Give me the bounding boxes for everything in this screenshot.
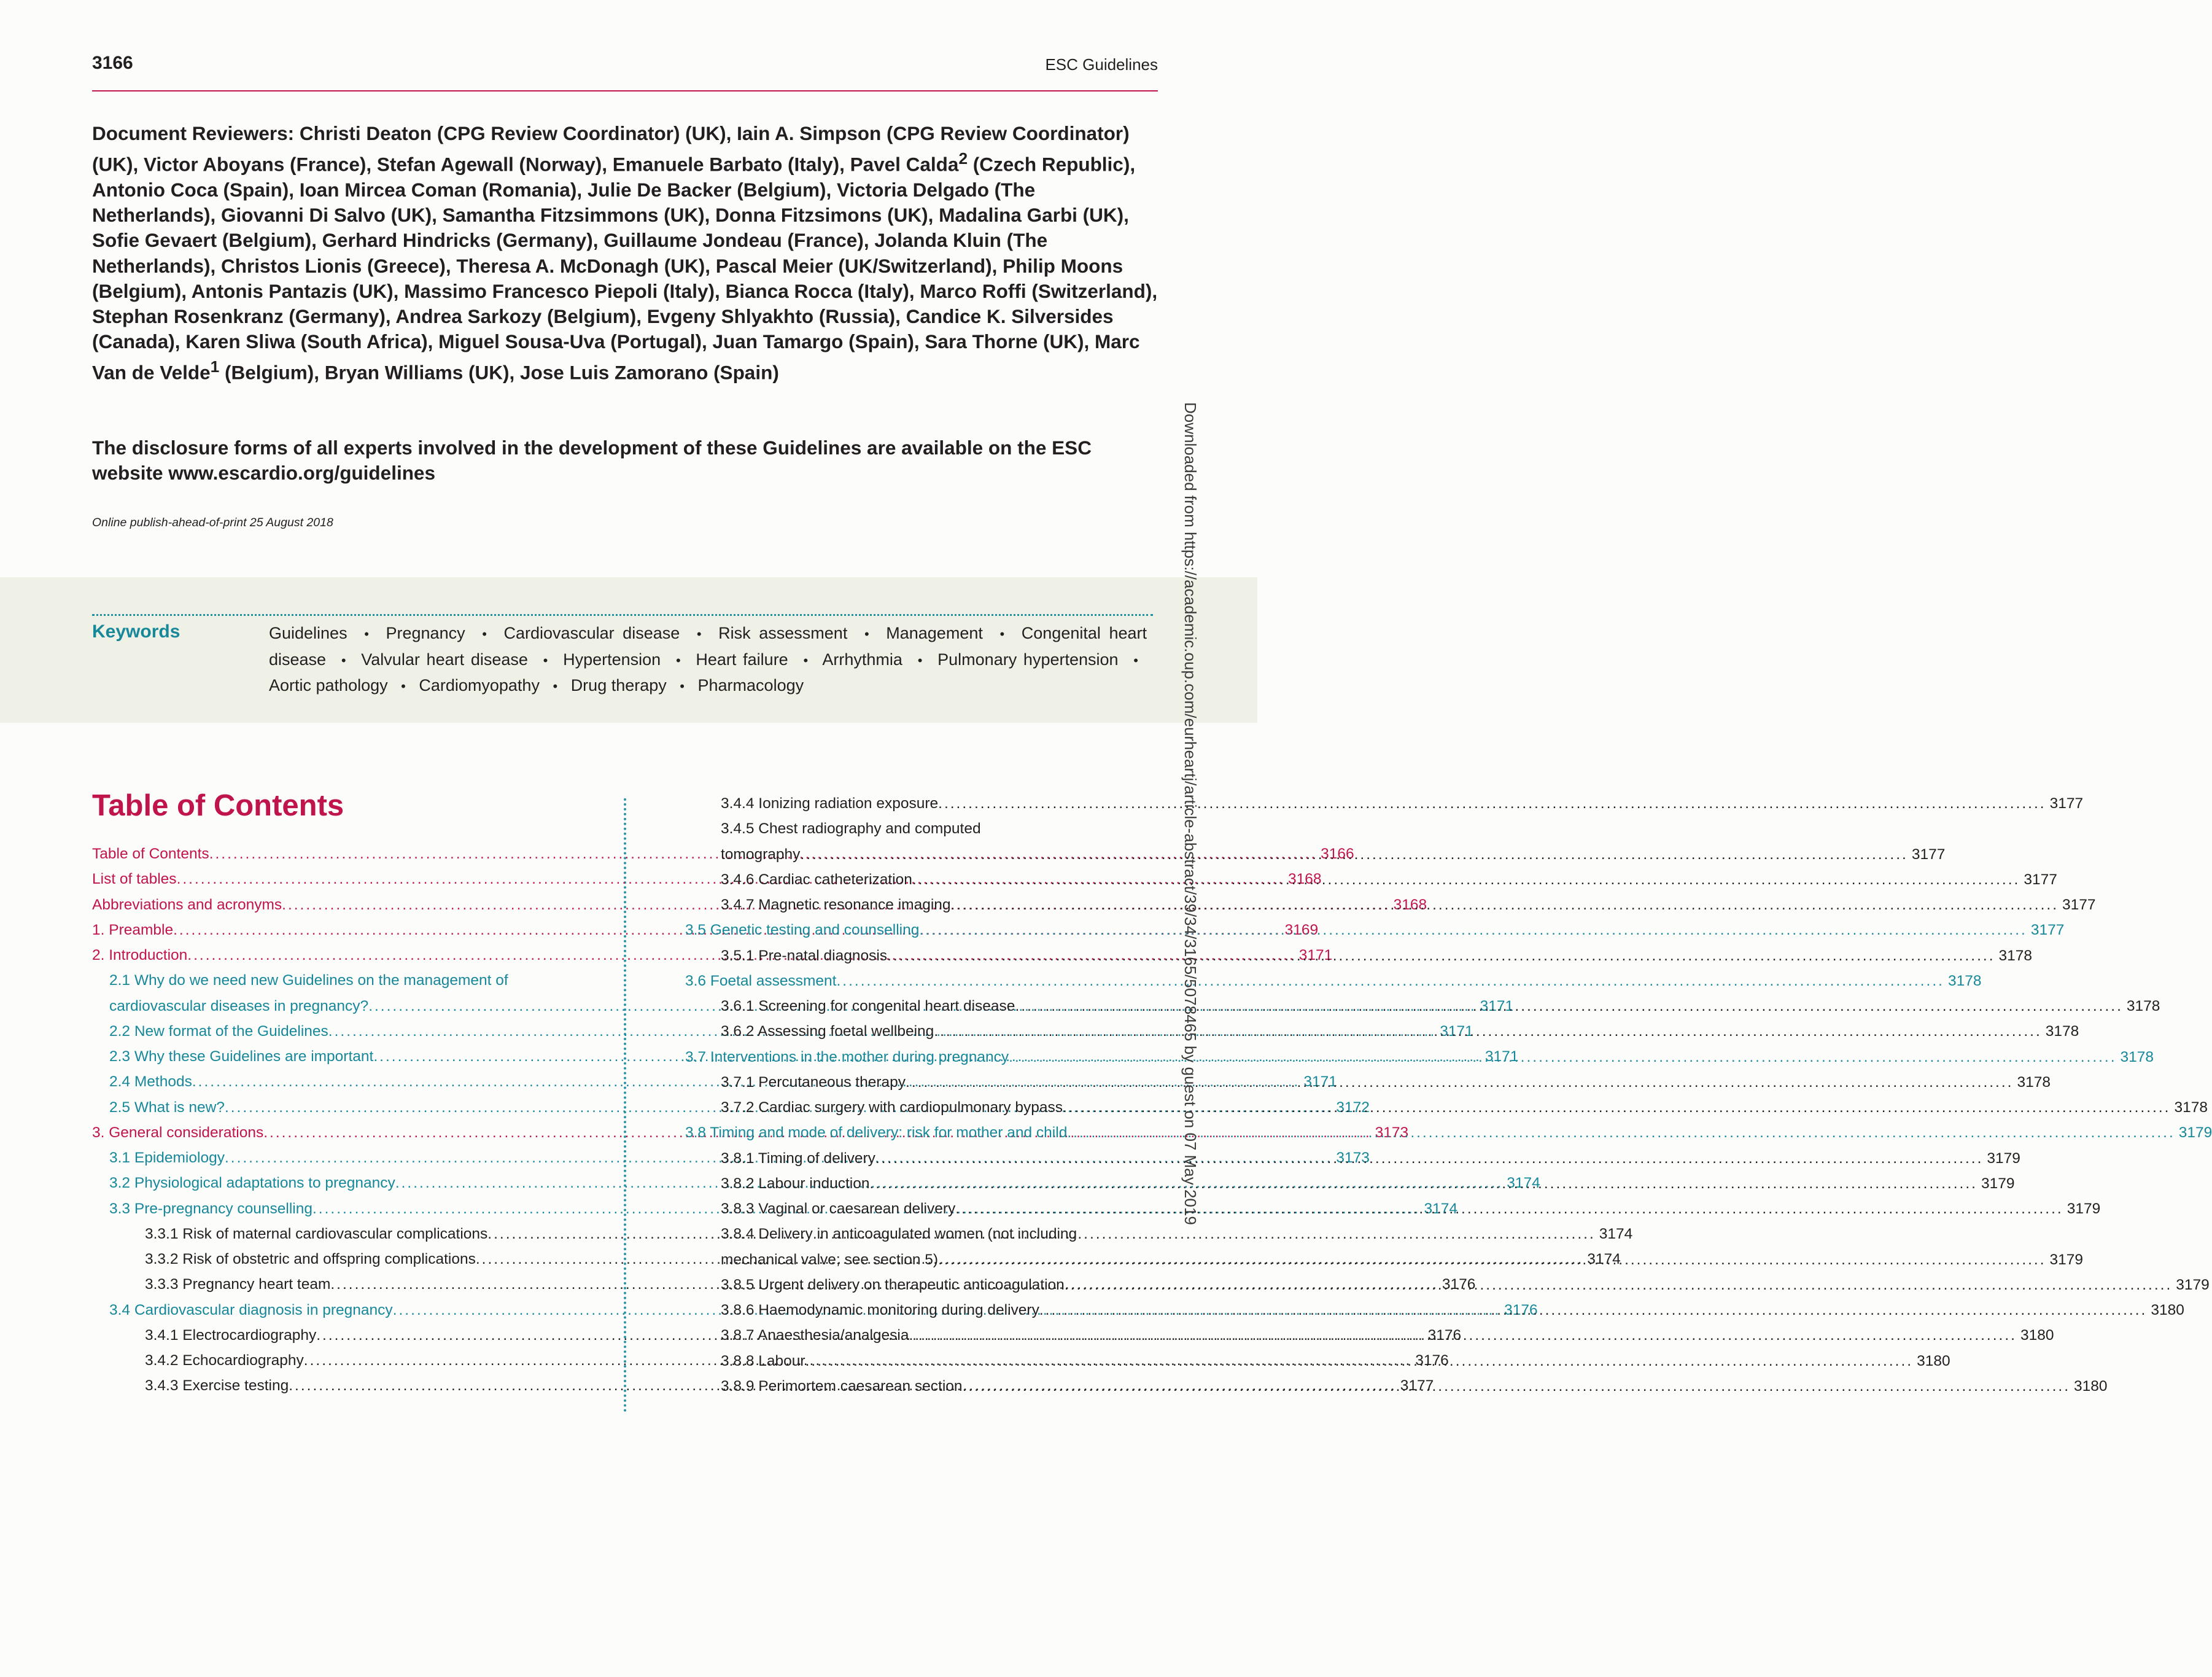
toc-label: 2.3 Why these Guidelines are important: [109, 1048, 374, 1065]
keyword-item: Hypertension: [563, 650, 661, 669]
header-rule: [92, 90, 1158, 91]
toc-label: 3.4.6 Cardiac catheterization: [721, 871, 912, 888]
toc-label: Abbreviations and acronyms: [92, 896, 282, 913]
toc-label: 3.8.5 Urgent delivery on therapeutic anticoagulation: [721, 1276, 1065, 1293]
toc-label: 3.3.2 Risk of obstetric and offspring complications: [145, 1251, 476, 1267]
running-title: ESC Guidelines: [1045, 55, 1158, 74]
keyword-separator: •: [1133, 652, 1138, 668]
toc-label: 3.7 Interventions in the mother during pregnancy: [685, 1048, 1009, 1065]
toc-label: 3.4.3 Exercise testing: [145, 1377, 289, 1395]
toc-entry-line[interactable]: [109, 972, 600, 997]
toc-page-number: 3174: [1507, 1175, 1540, 1192]
keyword-item: Guidelines: [269, 624, 347, 642]
toc-label: Table of Contents: [92, 846, 209, 862]
toc-page-number: 3180: [2151, 1302, 2184, 1318]
keyword-separator: •: [543, 652, 548, 668]
disclosure-statement: The disclosure forms of all experts involved in the development of these Guidelines are available on the ESC website www.escardio.org/guidelines: [92, 437, 1092, 484]
toc-page-number: 3177: [2030, 922, 2065, 939]
toc-label: 3. General considerations: [92, 1124, 264, 1141]
toc-page-number: 3168: [1288, 871, 1322, 888]
toc-page-number: 3179: [1987, 1150, 2020, 1167]
toc-page-number: 3177: [1400, 1377, 1434, 1395]
toc-page-number: 3171: [1484, 1048, 1519, 1065]
toc-page-number: 3177: [2049, 795, 2084, 812]
keyword-separator: •: [917, 652, 923, 668]
toc-page-number: 3174: [1587, 1251, 1621, 1267]
keywords-label: Keywords: [92, 621, 180, 642]
toc-label: 3.6 Foetal assessment: [685, 972, 837, 989]
reviewers-text-1: Christi Deaton (CPG Review Coordinator) (UK), Iain A. Simpson (CPG Review Coordinator) (UK), Victor Aboyans (France), Stefan Agewall (Norway), Emanuele Barbato (Italy), Pavel Calda: [92, 122, 1130, 176]
keyword-separator: •: [675, 652, 681, 668]
reviewers-label: Document Reviewers:: [92, 122, 295, 144]
toc-entry-line[interactable]: [721, 1226, 1158, 1251]
toc-page-number: 3178: [1947, 972, 1982, 989]
toc-leader-dots: [1067, 1124, 2175, 1142]
toc-page-number: 3179: [2176, 1276, 2210, 1293]
toc-page-number: 3179: [2049, 1251, 2084, 1268]
toc-label: 3.4 Cardiovascular diagnosis in pregnancy: [109, 1301, 393, 1318]
toc-label: 3.7.2 Cardiac surgery with cardiopulmonary bypass: [721, 1099, 1063, 1116]
keyword-item: Pharmacology: [697, 676, 804, 695]
toc-label: cardiovascular diseases in pregnancy?: [109, 997, 369, 1014]
keyword-item: Aortic pathology: [269, 676, 388, 695]
toc-entry[interactable]: [721, 795, 2084, 820]
toc-page-number: 3178: [2120, 1048, 2154, 1065]
toc-page-number: 3180: [2074, 1377, 2108, 1395]
toc-leader-dots: [938, 795, 2046, 812]
toc-label: 3.4.4 Ionizing radiation exposure: [721, 795, 939, 812]
keyword-item: Drug therapy: [570, 676, 667, 695]
toc-page-number: 3177: [2024, 871, 2057, 888]
toc-label: 3.3.1 Risk of maternal cardiovascular complications: [145, 1225, 488, 1242]
toc-page-number: 3176: [1442, 1276, 1476, 1293]
keyword-item: Management: [886, 624, 983, 642]
toc-leader-dots: [1065, 1277, 2172, 1294]
reviewers-text-3: (Belgium), Bryan Williams (UK), Jose Luis Zamorano (Spain): [219, 361, 779, 384]
toc-leader-dots: [912, 871, 2020, 889]
keyword-separator: •: [341, 652, 346, 668]
keyword-separator: •: [401, 679, 406, 694]
toc-label: 3.8 Timing and mode of delivery: risk for mother and child: [685, 1124, 1068, 1142]
toc-leader-dots: [1009, 1049, 2116, 1066]
toc-page-number: 3177: [2062, 897, 2096, 913]
toc-leader-dots: [909, 1327, 2017, 1344]
toc-page-number: 3173: [1336, 1150, 1370, 1166]
toc-label: 3.5 Genetic testing and counselling: [685, 922, 920, 939]
toc-label: 2.4 Methods: [109, 1073, 192, 1091]
toc-page-number: 3176: [1427, 1326, 1462, 1344]
toc-label: 3.8.2 Labour induction: [721, 1175, 870, 1192]
keyword-item: Congenital heart disease: [269, 624, 1147, 669]
toc-label: 3.8.4 Delivery in anticoagulated women (not including: [721, 1226, 1077, 1243]
toc-leader-dots: [1063, 1099, 2170, 1116]
reviewers-text-2: (Czech Republic), Antonio Coca (Spain), Ioan Mircea Coman (Romania), Julie De Backer (Belgium), Victoria Delgado (The Netherlands), Giovanni Di Salvo (UK), Samantha Fitzsimmons (UK), Donna Fitzsimons (UK), Madalina Garbi (UK), Sofie Gevaert (Belgium), Gerhard Hindricks (Germany), Guillaume Jondeau (France), Jolanda Kluin (The Netherlands), Christos Lionis (Greece), Theresa A. McDonagh (UK), Pascal Meier (UK/Switzerland), Philip Moons (Belgium), Antonis Pantazis (UK), Massimo Francesco Piepoli (Italy), Bianca Rocca (Italy), Marco Roffi (Switzerland), Stephan Rosenkranz (Germany), Andrea Sarkozy (Belgium), Evgeny Shlyakhto (Russia), Candice K. Silversides (Canada), Karen Sliwa (South Africa), Miguel Sousa-Uva (Portugal), Juan Tamargo (Spain), Sara Thorne (UK), Marc Van de Velde: [92, 153, 1158, 384]
toc-leader-dots: [955, 1200, 2063, 1218]
toc-leader-dots: [951, 897, 2059, 914]
toc-page-number: 3177: [1911, 846, 1946, 863]
toc-page-number: 3174: [1599, 1225, 1633, 1242]
toc-label: 3.4.5 Chest radiography and computed: [721, 820, 981, 838]
keyword-separator: •: [680, 679, 685, 694]
toc-leader-dots: [919, 922, 2027, 939]
toc-label: 3.8.6 Haemodynamic monitoring during delivery: [721, 1302, 1039, 1318]
keyword-item: Arrhythmia: [822, 650, 902, 669]
toc-page-number: 3179: [2178, 1124, 2212, 1142]
page-number: 3166: [92, 53, 133, 73]
online-publish-date: Online publish-ahead-of-print 25 August 2018: [92, 516, 333, 529]
toc-label: 2.5 What is new?: [109, 1099, 225, 1116]
toc-label: 3.8.8 Labour: [721, 1352, 805, 1369]
toc-page-number: 3169: [1284, 921, 1319, 938]
toc-label: 2.1 Why do we need new Guidelines on the management of: [109, 972, 508, 989]
toc-label: 2.2 New format of the Guidelines: [109, 1022, 328, 1040]
toc-page-number: 3178: [2126, 998, 2160, 1014]
toc-leader-dots: [963, 1378, 2070, 1395]
keyword-separator: •: [864, 626, 869, 642]
toc-label: 1. Preamble: [92, 921, 174, 938]
toc-leader-dots: [836, 973, 1944, 990]
keyword-item: Heart failure: [696, 650, 788, 669]
reviewers-sup-2: 1: [210, 357, 220, 376]
toc-page-number: 3179: [1981, 1175, 2015, 1192]
toc-page-number: 3176: [1504, 1301, 1538, 1318]
toc-entry-line[interactable]: [721, 820, 1158, 846]
keyword-separator: •: [364, 626, 369, 642]
toc-label: tomography: [721, 846, 801, 863]
reviewers-sup-1: 2: [958, 149, 968, 168]
toc-label: 3.2 Physiological adaptations to pregnancy: [109, 1175, 395, 1192]
toc-label: 3.8.1 Timing of delivery: [721, 1150, 875, 1167]
toc-leader-dots: [800, 846, 1907, 863]
toc-label: 3.8.3 Vaginal or caesarean delivery: [721, 1200, 956, 1217]
toc-leader-dots: [938, 1251, 2046, 1269]
toc-label: List of tables: [92, 871, 177, 888]
toc-page-number: 3180: [1917, 1352, 1950, 1369]
keyword-separator: •: [999, 626, 1005, 642]
toc-label: mechanical valve; see section 5): [721, 1251, 939, 1268]
document-reviewers: [92, 121, 1160, 386]
keywords-dotted-rule: [92, 614, 1153, 616]
toc-page-number: 3171: [1298, 947, 1333, 963]
keyword-separator: •: [803, 652, 809, 668]
toc-page-number: 3173: [1375, 1124, 1409, 1141]
download-note: Downloaded from https://academic.oup.com/eurheartj/article-abstract/39/34/3165/5078465 by guest on 07 May 2019: [1181, 402, 1200, 1225]
toc-page-number: 3176: [1415, 1352, 1449, 1369]
toc-leader-dots: [906, 1074, 2013, 1091]
toc-page-number: 3178: [2045, 1023, 2079, 1040]
toc-label: 3.8.9 Perimortem caesarean section: [721, 1377, 963, 1395]
toc-label: 3.3 Pre-pregnancy counselling: [109, 1200, 312, 1217]
toc-page-number: 3179: [2066, 1200, 2101, 1217]
toc-page-number: 3172: [1336, 1099, 1370, 1116]
toc-label: 3.3.3 Pregnancy heart team: [145, 1276, 331, 1293]
toc-page-number: 3166: [1321, 846, 1354, 862]
keyword-item: Cardiovascular disease: [503, 624, 680, 642]
toc-page-number: 3178: [1998, 947, 2033, 964]
toc-label: 3.1 Epidemiology: [109, 1150, 225, 1166]
keyword-item: Pregnancy: [386, 624, 465, 642]
toc-label: 3.8.7 Anaesthesia/analgesia: [721, 1327, 909, 1344]
toc-label: 3.4.7 Magnetic resonance imaging: [721, 897, 951, 913]
toc-leader-dots: [805, 1353, 1913, 1370]
toc-page-number: 3168: [1393, 896, 1427, 913]
toc-leader-dots: [934, 1023, 2041, 1040]
toc-page-number: 3171: [1480, 997, 1514, 1014]
toc-leader-dots: [887, 947, 1995, 965]
toc-leader-dots: [1039, 1302, 2147, 1319]
toc-label: 3.7.1 Percutaneous therapy: [721, 1073, 906, 1091]
toc-title: Table of Contents: [92, 789, 344, 822]
keyword-item: Valvular heart disease: [361, 650, 528, 669]
toc-label: 2. Introduction: [92, 947, 188, 963]
toc-page-number: 3178: [2017, 1073, 2051, 1091]
keyword-item: Pulmonary hypertension: [937, 650, 1119, 669]
toc-leader-dots: [875, 1150, 1983, 1167]
toc-entry[interactable]: [685, 972, 1982, 998]
toc-page-number: 3171: [1440, 1022, 1473, 1040]
toc-label: 3.6.1 Screening for congenital heart disease: [721, 998, 1015, 1014]
keyword-item: Cardiomyopathy: [419, 676, 540, 695]
keyword-separator: •: [553, 679, 558, 694]
toc-page-number: 3171: [1303, 1073, 1337, 1091]
toc-page-number: 3178: [2174, 1099, 2208, 1116]
keyword-item: Risk assessment: [718, 624, 848, 642]
toc-label: 3.5.1 Pre-natal diagnosis: [721, 947, 888, 964]
toc-leader-dots: [869, 1175, 1977, 1193]
toc-page-number: 3174: [1424, 1200, 1457, 1217]
toc-page-number: 3180: [2020, 1327, 2054, 1344]
toc-label: 3.4.1 Electrocardiography: [145, 1326, 317, 1344]
keyword-separator: •: [696, 626, 702, 642]
toc-label: 3.4.2 Echocardiography: [145, 1352, 304, 1369]
page-header: [92, 53, 1158, 92]
keyword-separator: •: [482, 626, 487, 642]
toc-label: 3.6.2 Assessing foetal wellbeing: [721, 1023, 934, 1040]
keywords-list: [269, 621, 1147, 699]
